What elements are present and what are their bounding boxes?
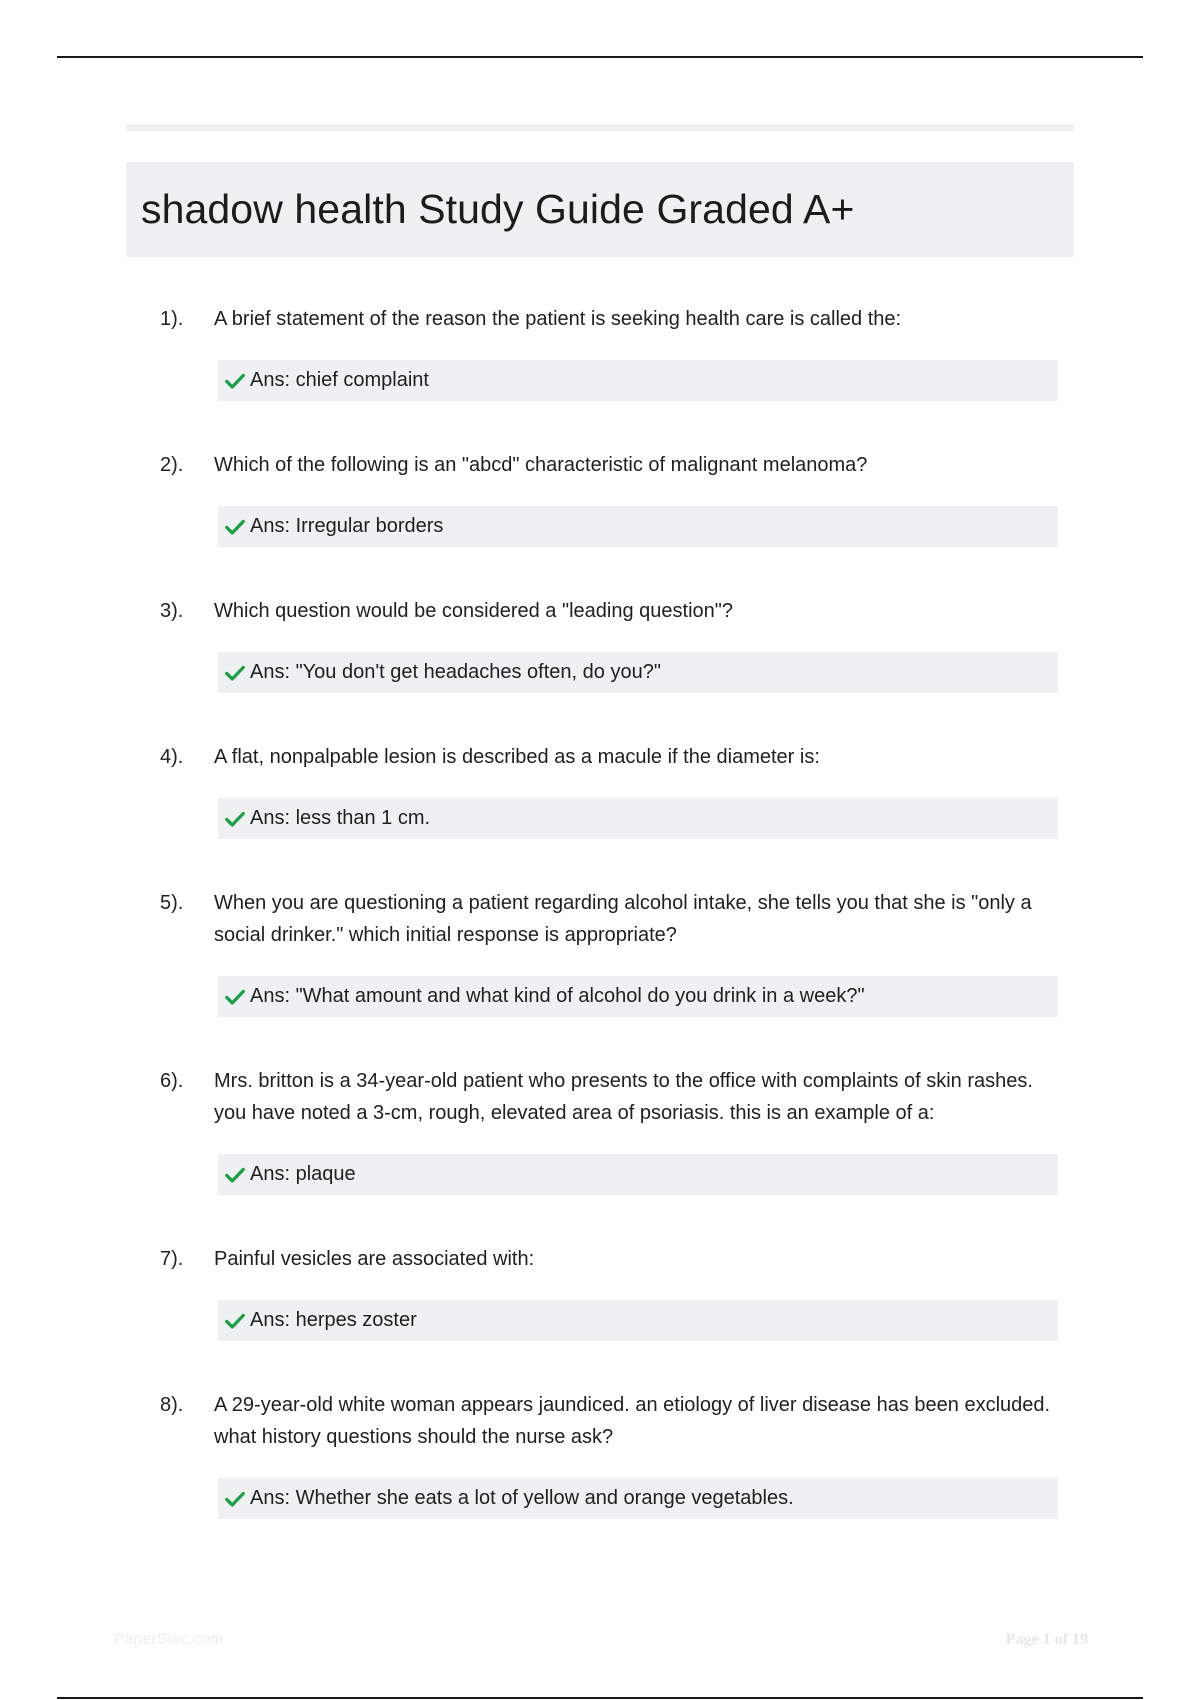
answer-text: Ans: less than 1 cm. — [250, 807, 431, 829]
question-text: Mrs. britton is a 34-year-old patient who presents to the office with complaints of skin rashes. you have noted a 3-cm, rough, elevated area of psoriasis. this is an example of a: — [214, 1070, 1033, 1124]
question-number: 3). — [160, 600, 184, 622]
answer-box — [218, 1300, 1058, 1341]
answer-box — [218, 798, 1058, 839]
bottom-divider — [57, 1697, 1143, 1699]
answer-box — [218, 1154, 1058, 1195]
question-text: A flat, nonpalpable lesion is described as a macule if the diameter is: — [214, 746, 820, 768]
question-number: 8). — [160, 1394, 184, 1416]
answer-box — [218, 652, 1058, 693]
check-icon — [224, 808, 246, 830]
answer-text: Ans: plaque — [250, 1163, 356, 1185]
check-icon — [224, 1488, 246, 1510]
header-bar — [126, 125, 1074, 131]
question-text: A brief statement of the reason the patient is seeking health care is called the: — [214, 308, 902, 330]
title-banner — [126, 162, 1074, 257]
page-title: shadow health Study Guide Graded A+ — [141, 186, 855, 232]
top-divider — [57, 56, 1143, 58]
question-text: Which question would be considered a "leading question"? — [214, 600, 733, 622]
question-number: 5). — [160, 892, 184, 914]
answer-text: Ans: Whether she eats a lot of yellow and orange vegetables. — [250, 1487, 794, 1509]
question-number: 6). — [160, 1070, 184, 1092]
page-number: Page 1 of 19 — [1005, 1631, 1088, 1648]
answer-box — [218, 360, 1058, 401]
answer-box — [218, 506, 1058, 547]
answer-text: Ans: "You don't get headaches often, do you?" — [250, 661, 661, 683]
answer-text: Ans: herpes zoster — [250, 1309, 417, 1331]
answer-text: Ans: Irregular borders — [250, 515, 444, 537]
answer-text: Ans: "What amount and what kind of alcohol do you drink in a week?" — [250, 985, 865, 1007]
check-icon — [224, 1164, 246, 1186]
check-icon — [224, 986, 246, 1008]
watermark-text: PaperStoc.com — [114, 1631, 224, 1648]
question-number: 2). — [160, 454, 184, 476]
question-text: When you are questioning a patient regarding alcohol intake, she tells you that she is "only a social drinker." which initial response is appropriate? — [214, 892, 1032, 946]
answer-box — [218, 976, 1058, 1017]
answer-text: Ans: chief complaint — [250, 369, 429, 391]
answer-box — [218, 1478, 1058, 1519]
question-number: 1). — [160, 308, 184, 330]
check-icon — [224, 1310, 246, 1332]
check-icon — [224, 516, 246, 538]
check-icon — [224, 370, 246, 392]
check-icon — [224, 662, 246, 684]
question-text: A 29-year-old white woman appears jaundiced. an etiology of liver disease has been excluded. what history questions should the nurse ask? — [214, 1394, 1051, 1448]
question-number: 7). — [160, 1248, 184, 1270]
question-text: Painful vesicles are associated with: — [214, 1248, 535, 1270]
question-number: 4). — [160, 746, 184, 768]
question-text: Which of the following is an "abcd" characteristic of malignant melanoma? — [214, 454, 868, 476]
